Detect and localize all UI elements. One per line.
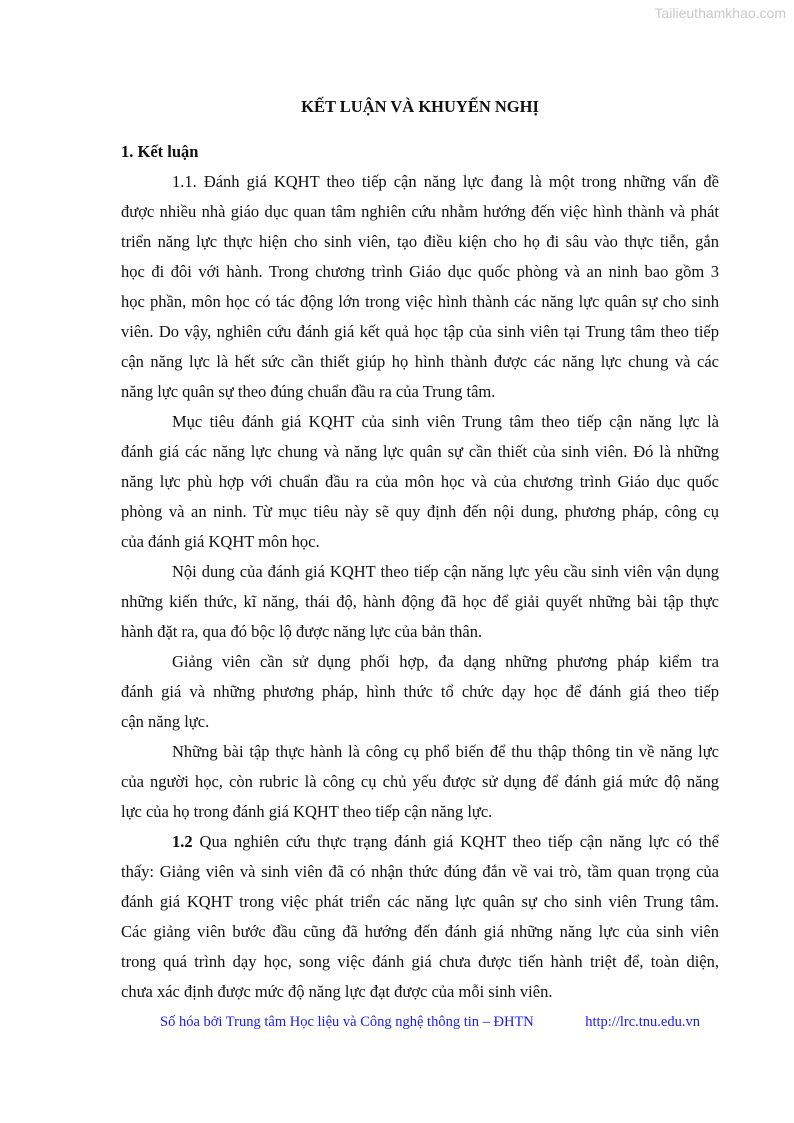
paragraph-line: [121, 647, 719, 677]
line-text: cận năng lực.: [121, 712, 210, 731]
paragraph-line: [121, 437, 719, 467]
line-text: học đi đôi với hành. Trong chương trình Giáo dục quốc phòng và an ninh bao gồm 3: [121, 262, 719, 281]
line-text: đánh giá các năng lực chung và năng lực quân sự cần thiết của sinh viên. Đó là những: [121, 442, 719, 461]
line-text: đánh giá KQHT trong việc phát triển các năng lực quân sự cho sinh viên Trung tâm.: [121, 892, 719, 911]
paragraph-line: [121, 767, 719, 797]
watermark: Tailieuthamkhao.com: [654, 5, 786, 21]
paragraph-line: [121, 737, 719, 767]
paragraph-line: [121, 377, 719, 407]
footer-credit: Số hóa bởi Trung tâm Học liệu và Công nghệ thông tin – ĐHTN: [160, 1014, 534, 1030]
paragraph-line: [121, 617, 719, 647]
line-text: viên. Do vậy, nghiên cứu đánh giá kết quả học tập của sinh viên tại Trung tâm theo tiếp: [121, 322, 719, 341]
paragraph-line: [121, 167, 719, 197]
paragraph-line: [121, 497, 719, 527]
paragraph-line: [121, 887, 719, 917]
footer: [160, 1012, 700, 1032]
line-text: Các giảng viên bước đầu cũng đã hướng đến đánh giá những năng lực của sinh viên: [121, 922, 719, 941]
line-text: Mục tiêu đánh giá KQHT của sinh viên Trung tâm theo tiếp cận năng lực là: [172, 412, 719, 431]
paragraph-line: [121, 857, 719, 887]
paragraph-line: [121, 257, 719, 287]
line-text: được nhiều nhà giáo dục quan tâm nghiên cứu nhằm hướng đến việc hình thành và phát: [121, 202, 719, 221]
paragraph-line: [121, 197, 719, 227]
line-text: những kiến thức, kĩ năng, thái độ, hành động đã học để giải quyết những bài tập thực: [121, 592, 719, 611]
page-title: KẾT LUẬN VÀ KHUYẾN NGHỊ: [301, 97, 539, 116]
line-text: phòng và an ninh. Từ mục tiêu này sẽ quy định đến nội dung, phương pháp, công cụ: [121, 502, 719, 521]
line-text: hành đặt ra, qua đó bộc lộ được năng lực của bản thân.: [121, 622, 483, 641]
paragraph-line: [121, 587, 719, 617]
paragraph-line: [121, 677, 719, 707]
line-text: đánh giá và những phương pháp, hình thức tổ chức dạy học để đánh giá theo tiếp: [121, 682, 719, 701]
line-text: của người học, còn rubric là công cụ chủ yếu được sử dụng để đánh giá mức độ năng: [121, 772, 719, 791]
line-text: Nội dung của đánh giá KQHT theo tiếp cận năng lực yêu cầu sinh viên vận dụng: [172, 562, 719, 581]
section-heading: 1. Kết luận: [121, 142, 199, 161]
paragraph-line: [121, 527, 719, 557]
paragraph-number: 1.2: [172, 832, 193, 851]
line-text: học phần, môn học có tác động lớn trong việc hình thành các năng lực quân sự cho sinh: [121, 292, 719, 311]
paragraph-line: [121, 827, 719, 857]
line-text: năng lực phù hợp với chuẩn đầu ra của môn học và của chương trình Giáo dục quốc: [121, 472, 719, 491]
line-text: Qua nghiên cứu thực trạng đánh giá KQHT theo tiếp cận năng lực có thể: [192, 832, 719, 851]
paragraph-line: [121, 317, 719, 347]
paragraph-line: [121, 287, 719, 317]
line-text: Những bài tập thực hành là công cụ phổ biến để thu thập thông tin về năng lực: [172, 742, 719, 761]
paragraph-line: [121, 797, 719, 827]
line-text: lực của họ trong đánh giá KQHT theo tiếp cận năng lực.: [121, 802, 493, 821]
line-text: của đánh giá KQHT môn học.: [121, 532, 320, 551]
paragraph-line: [121, 977, 719, 1007]
line-text: 1.1. Đánh giá KQHT theo tiếp cận năng lực đang là một trong những vấn đề: [172, 172, 719, 191]
paragraph-line: [121, 707, 719, 737]
paragraph-line: [121, 347, 719, 377]
paragraph-line: [121, 467, 719, 497]
paragraph-line: [121, 557, 719, 587]
line-text: cận năng lực là hết sức cần thiết giúp họ hình thành được các năng lực chung và các: [121, 352, 719, 371]
footer-link[interactable]: http://lrc.tnu.edu.vn: [585, 1014, 700, 1030]
paragraph-line: [121, 227, 719, 257]
document-body: [121, 167, 719, 1007]
paragraph-line: [121, 917, 719, 947]
line-text: thấy: Giảng viên và sinh viên đã có nhận thức đúng đắn về vai trò, tầm quan trọng của: [121, 862, 719, 881]
line-text: Giảng viên cần sử dụng phối hợp, đa dạng những phương pháp kiểm tra: [172, 652, 719, 671]
paragraph-line: [121, 947, 719, 977]
line-text: trong quá trình dạy học, song việc đánh giá chưa được tiến hành triệt để, toàn diện,: [121, 952, 719, 971]
line-text: năng lực quân sự theo đúng chuẩn đầu ra của Trung tâm.: [121, 382, 496, 401]
paragraph-line: [121, 407, 719, 437]
line-text: chưa xác định được mức độ năng lực đạt được của mỗi sinh viên.: [121, 982, 553, 1001]
line-text: triển năng lực thực hiện cho sinh viên, tạo điều kiện cho họ đi sâu vào thực tiễn, gắn: [121, 232, 719, 251]
